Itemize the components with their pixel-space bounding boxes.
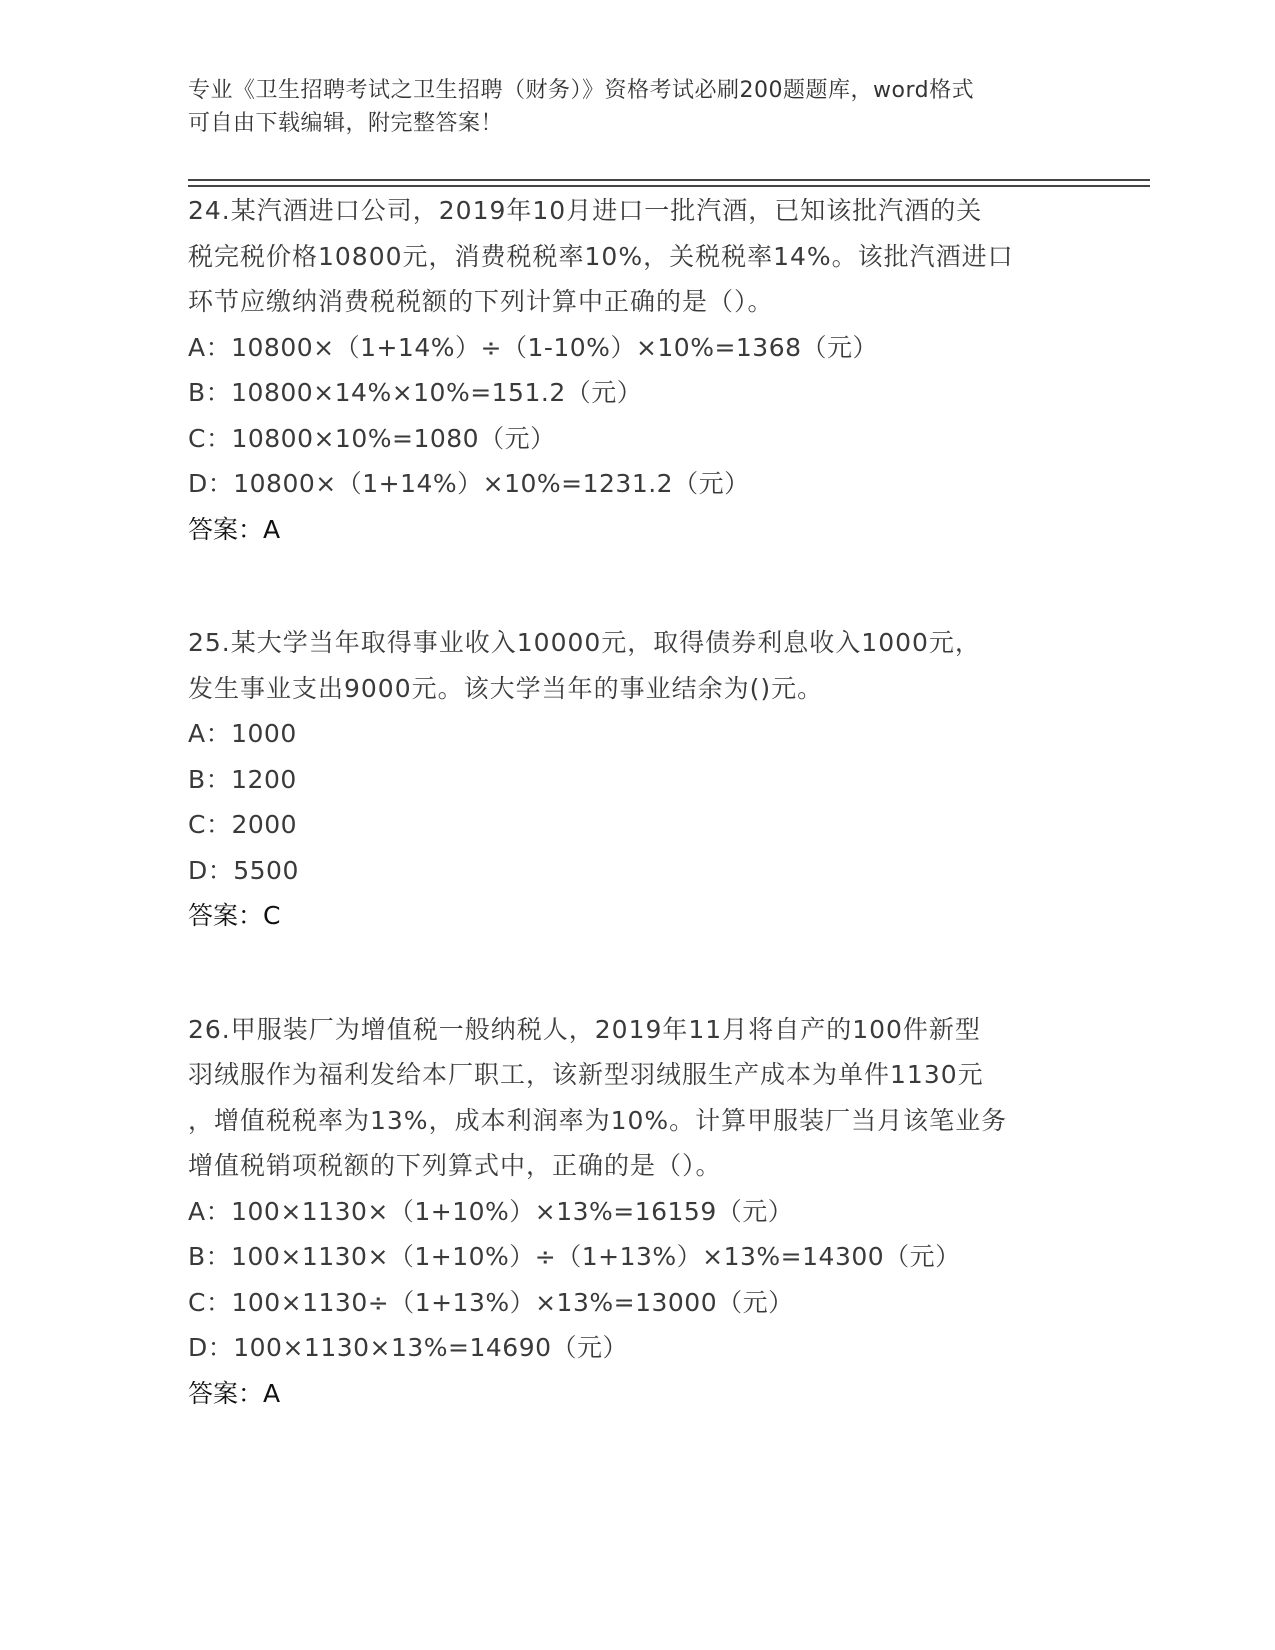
answer (188, 507, 1068, 553)
header-line-1: 专业《卫生招聘考试之卫生招聘（财务）》资格考试必刷200题题库，word格式 (188, 78, 975, 103)
answer-value: A (263, 1378, 281, 1408)
question-25 (188, 620, 1068, 939)
question-26 (188, 1007, 1068, 1417)
header-line-2: 可自由下载编辑，附完整答案！ (188, 111, 504, 136)
header-rule-bottom (188, 185, 1150, 187)
question-text-line: 25.某大学当年取得事业收入10000元，取得债券利息收入1000元， (188, 628, 981, 657)
question-text-line: ，增值税税率为13%，成本利润率为10%。计算甲服装厂当月该笔业务 (188, 1105, 1008, 1135)
option-d: D：10800×（1+14%）×10%=1231.2（元） (188, 469, 750, 498)
option-d: D：100×1130×13%=14690（元） (188, 1333, 629, 1362)
option-a: A：100×1130×（1+10%）×13%=16159（元） (188, 1196, 794, 1226)
answer-label: 答案： (188, 1378, 264, 1408)
answer-label: 答案： (188, 901, 264, 930)
option-b: B：1200 (188, 764, 297, 794)
answer (188, 893, 1068, 939)
answer-label: 答案： (188, 514, 264, 544)
option-c: C：100×1130÷（1+13%）×13%=13000（元） (188, 1287, 794, 1317)
question-list (188, 188, 1068, 1484)
question-text-line: 羽绒服作为福利发给本厂职工，该新型羽绒服生产成本为单件1130元 (188, 1060, 984, 1089)
option-a: A：10800×（1+14%）÷（1-10%）×10%=1368（元） (188, 332, 879, 362)
answer-value: A (263, 514, 281, 544)
question-text-line: 26.甲服装厂为增值税一般纳税人，2019年11月将自产的100件新型 (188, 1014, 981, 1044)
option-c: C：10800×10%=1080（元） (188, 423, 556, 453)
option-d: D：5500 (188, 855, 299, 885)
question-text-line: 发生事业支出9000元。该大学当年的事业结余为()元。 (188, 673, 824, 703)
question-text-line: 增值税销项税额的下列算式中，正确的是（）。 (188, 1151, 722, 1180)
answer-value: C (263, 901, 281, 930)
option-b: B：100×1130×（1+10%）÷（1+13%）×13%=14300（元） (188, 1242, 961, 1271)
question-text-line: 环节应缴纳消费税税额的下列计算中正确的是（）。 (188, 287, 774, 316)
option-a: A：1000 (188, 719, 297, 748)
question-text-line: 税完税价格10800元，消费税税率10%，关税税率14%。该批汽酒进口 (188, 241, 1014, 271)
option-b: B：10800×14%×10%=151.2（元） (188, 378, 643, 407)
answer (188, 1371, 1068, 1417)
header-rule-top (188, 179, 1150, 181)
question-24 (188, 188, 1068, 552)
option-c: C：2000 (188, 810, 298, 839)
document-header (188, 74, 1068, 140)
question-text-line: 24.某汽酒进口公司，2019年10月进口一批汽酒，已知该批汽酒的关 (188, 196, 983, 225)
